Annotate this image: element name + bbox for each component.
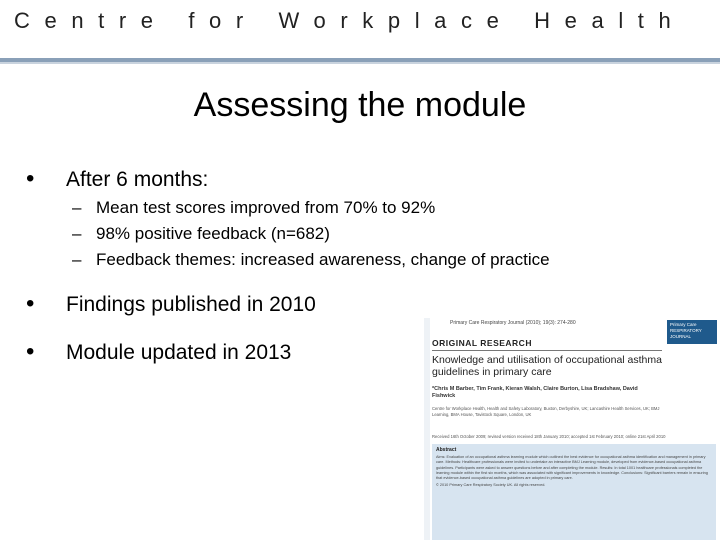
journal-logo: Primary Care RESPIRATORY JOURNAL	[667, 320, 717, 344]
sub-bullet-text: 98% positive feedback (n=682)	[96, 224, 330, 243]
paper-dates: Received 16th October 2009; revised version received 18th January 2010; accepted 1st February 2010; online 21st April 2010	[432, 434, 666, 439]
header-divider-shadow	[0, 62, 720, 64]
dash-icon: –	[72, 198, 82, 217]
paper-journal-citation: Primary Care Respiratory Journal (2010); 19(3): 274-280	[450, 320, 576, 326]
bullet-text: Module updated in 2013	[66, 341, 292, 364]
paper-abstract-box	[432, 444, 716, 540]
sub-bullet-text: Mean test scores improved from 70% to 92%	[96, 198, 436, 217]
bullet-dot-icon: •	[26, 165, 35, 192]
header-title: Centre for Workplace Health	[14, 8, 686, 33]
sub-bullet-item	[72, 250, 550, 270]
sub-bullet-item	[72, 224, 330, 244]
bullet-text: Findings published in 2010	[66, 293, 316, 316]
bullet-dot-icon: •	[26, 338, 35, 365]
bullet-dot-icon: •	[26, 290, 35, 317]
paper-copyright: © 2010 Primary Care Respiratory Society UK. All rights reserved.	[436, 483, 546, 488]
paper-divider	[432, 350, 662, 351]
paper-section-label: ORIGINAL RESEARCH	[432, 338, 532, 348]
bullet-text: After 6 months:	[66, 168, 209, 191]
abstract-heading: Abstract	[436, 447, 457, 453]
paper-affiliations: Centre for Workplace Health, Health and Safety Laboratory, Buxton, Derbyshire, UK; Lancashire Health Services, UK; BMJ Learning, BMA House, Tavistock Square, London, UK	[432, 406, 660, 417]
slide-title: Assessing the module	[193, 86, 527, 124]
dash-icon: –	[72, 250, 82, 269]
dash-icon: –	[72, 224, 82, 243]
paper-title: Knowledge and utilisation of occupational asthma guidelines in primary care	[432, 354, 662, 378]
paper-margin	[424, 318, 430, 540]
sub-bullet-text: Feedback themes: increased awareness, change of practice	[96, 250, 550, 269]
slide-header	[0, 0, 720, 44]
paper-authors: *Chris M Barber, Tim Frank, Kieran Walsh, Claire Burton, Lisa Bradshaw, David Fishwick	[432, 386, 638, 399]
abstract-body: Aims: Evaluation of an occupational asthma learning module which outlined the best evidence for occupational asthma identification and management in primary care. Methods: Healthcare professionals were invited to undertake an interactive BMJ Learning module, developed from evidence-based occupational asthma guidelines. Participants were asked to answer questions before and after completing the module. Results: In total 1001 healthcare professionals completed the learning module within the first six months, which was associated with significant improvements in knowledge. Conclusions: Significant barriers remain in ensuring that evidence-based occupational asthma guidelines are adopted in primary care.	[436, 455, 708, 481]
sub-bullet-item	[72, 198, 435, 218]
paper-thumbnail	[424, 318, 720, 540]
